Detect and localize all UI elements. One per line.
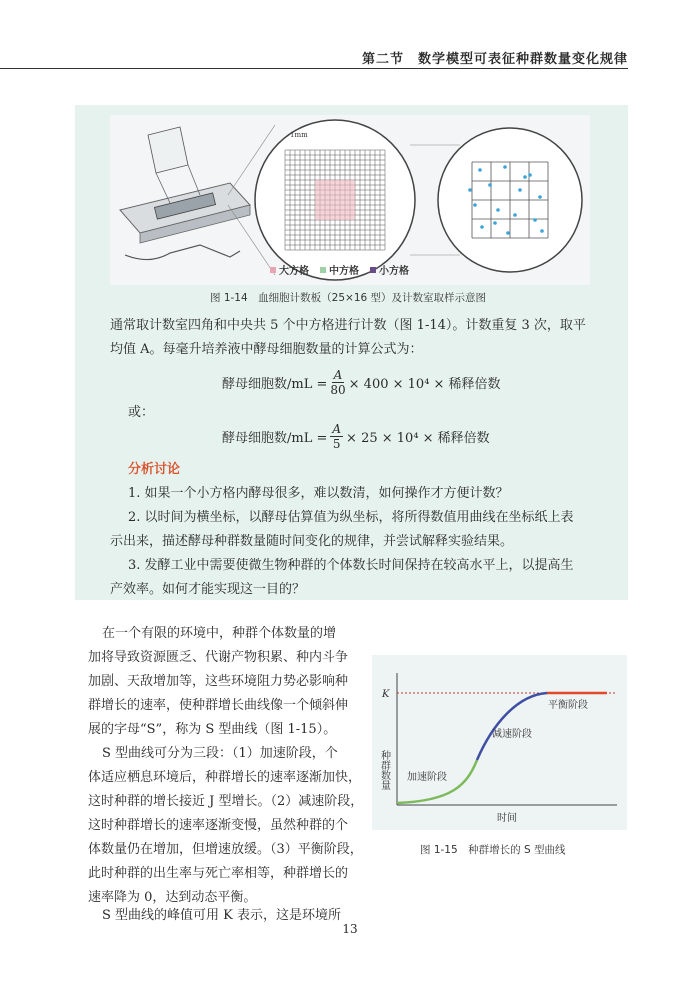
formula1-fraction (330, 368, 345, 397)
counting-chamber-circle (255, 120, 415, 280)
s-curve-chart (372, 655, 627, 830)
formula1-lhs: 酵母细胞数/mL = (222, 377, 328, 392)
formula-1 (222, 368, 501, 397)
formula2-num: A (332, 422, 342, 436)
legend-large: 大方格 (279, 266, 309, 277)
formula1-rhs: × 400 × 10⁴ × 稀释倍数 (348, 377, 501, 392)
page-number: 13 (342, 922, 358, 936)
stage-equilibrium-label: 平衡阶段 (548, 700, 588, 711)
formula2-fraction (330, 422, 343, 451)
formula2-lhs: 酵母细胞数/mL = (222, 431, 328, 446)
figure2-caption: 图 1-15 种群增长的 S 型曲线 (420, 844, 566, 856)
body-p2-line: 这时种群增长的速率逐渐变慢，虽然种群的个 (88, 818, 349, 833)
header-rule (0, 68, 628, 69)
question-2-line1: 2. 以时间为横坐标，以酵母估算值为纵坐标，将所得数值用曲线在坐标纸上表 (128, 510, 574, 525)
stage-decel-label: 减速阶段 (492, 729, 532, 740)
body-p1-line: 在一个有限的环境中，种群个体数量的增 (102, 626, 337, 641)
question-3-line2: 产效率。如何才能实现这一目的？ (110, 582, 306, 597)
body-p1-line: 群增长的速率，使种群增长曲线像一个倾斜伸 (88, 698, 349, 713)
formula1-num: A (333, 368, 343, 382)
k-label: K (382, 689, 390, 700)
decel-segment (477, 693, 547, 760)
x-axis-label: 时间 (497, 813, 517, 824)
body-p3-line: S 型曲线的峰值可用 K 表示，这是环境所 (102, 908, 342, 923)
question-2-line2: 示出来，描述酵母种群数量随时间变化的规律，并尝试解释实验结果。 (110, 534, 514, 549)
page-header: 第二节 数学模型可表征种群数量变化规律 (361, 52, 628, 67)
body-p2-line: 体适应栖息环境后，种群增长的速率逐渐加快， (88, 770, 362, 785)
body-p2-line: 这时种群的增长接近 J 型增长。（2）减速阶段， (88, 794, 364, 809)
hemocytometer-illustration (110, 115, 590, 285)
question-1: 1. 如果一个小方格内酵母很多，难以数清，如何操作才方便计数？ (128, 486, 509, 501)
body-p2-line: 此时种群的出生率与死亡率相等，种群增长的 (88, 866, 349, 881)
formula-2 (222, 422, 490, 451)
hemocytometer-slide (120, 125, 275, 275)
s-curve-figure (372, 655, 627, 830)
formula2-den: 5 (332, 437, 341, 451)
box-para1-line1: 通常取计数室四角和中央共 5 个中方格进行计数（图 1-14）。计数重复 3 次，取平 (110, 318, 586, 333)
formula2-rhs: × 25 × 10⁴ × 稀释倍数 (346, 431, 490, 446)
question-3-line1: 3. 发酵工业中需要使微生物种群的个体数长时间保持在较高水平上，以提高生 (128, 558, 574, 573)
body-p2-line: S 型曲线可分为三段：（1）加速阶段，个 (102, 746, 338, 761)
y-axis-label: 种群数量 (378, 750, 390, 790)
figure1-caption: 图 1-14 血细胞计数板（25×16 型）及计数室取样示意图 (210, 292, 487, 304)
formula1-den: 80 (330, 383, 346, 397)
legend-medium: 中方格 (329, 266, 359, 277)
figure-legend (270, 264, 409, 277)
body-p1-line: 加将导致资源匮乏、代谢产物积累、种内斗争 (88, 650, 349, 665)
or-label: 或： (128, 405, 155, 420)
stage-accel-label: 加速阶段 (407, 772, 447, 783)
section-title: 分析讨论 (128, 462, 181, 477)
body-p1-line: 展的字母“S”，称为 S 型曲线（图 1-15）。 (88, 722, 337, 737)
legend-small: 小方格 (379, 266, 409, 277)
sample-square-circle (438, 128, 582, 272)
body-p1-line: 加剧、天敌增加等，这些环境阻力势必影响种 (88, 674, 349, 689)
body-p2-line: 体数量仍在增加，但增速放缓。（3）平衡阶段， (88, 842, 363, 857)
body-p2-line: 速率降为 0，达到动态平衡。 (88, 890, 257, 905)
scale-label: 1mm (290, 131, 308, 139)
hemocytometer-figure (110, 115, 590, 285)
box-para1-line2: 均值 A。每毫升培养液中酵母细胞数量的计算公式为： (110, 342, 423, 357)
